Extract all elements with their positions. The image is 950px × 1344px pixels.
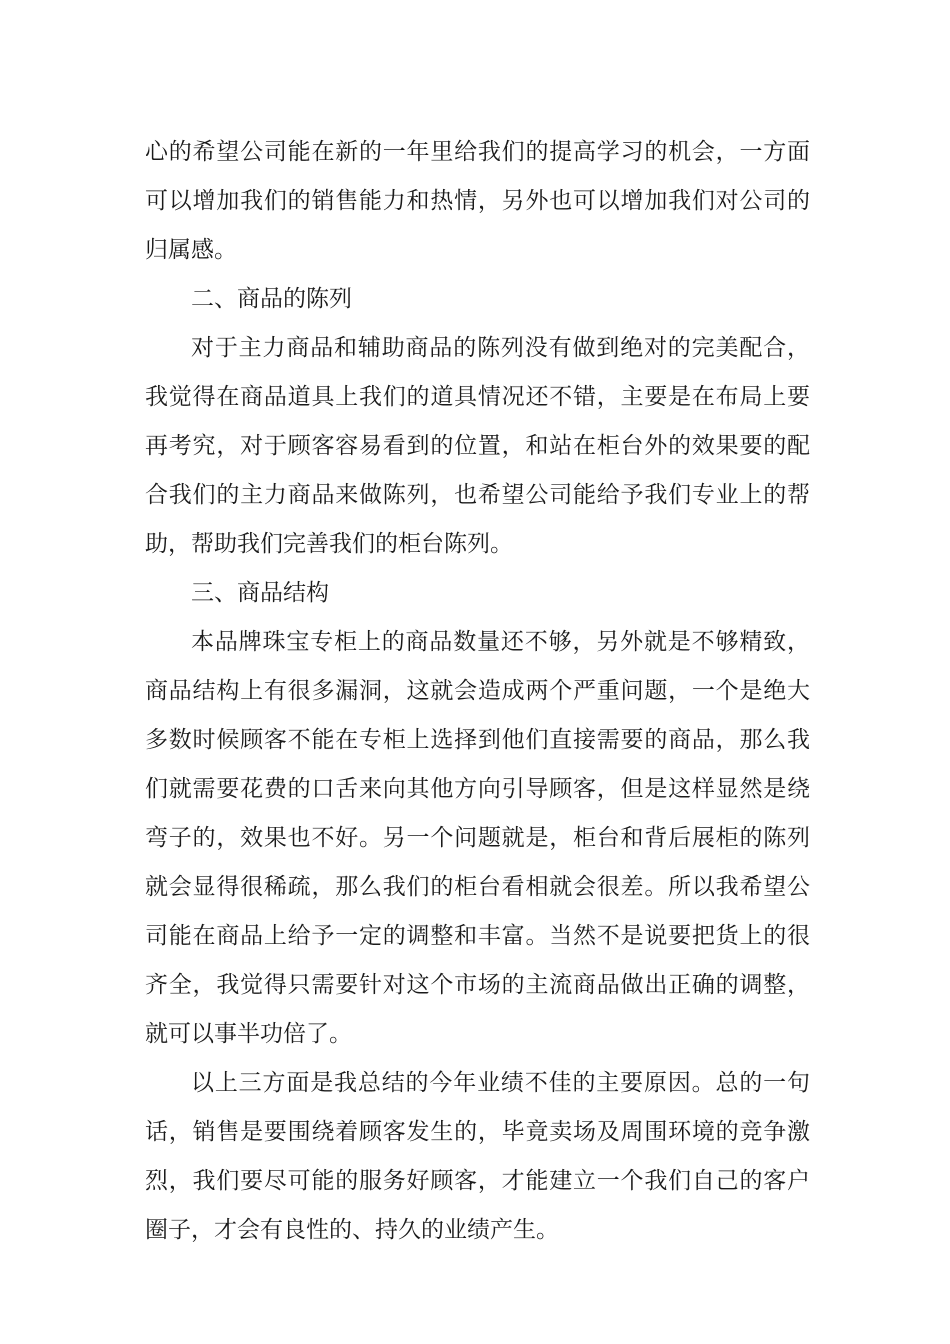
- paragraph-summary: 以上三方面是我总结的今年业绩不佳的主要原因。总的一句话，销售是要围绕着顾客发生的，毕竟卖场及周围环境的竞争激烈，我们要尽可能的服务好顾客，才能建立一个我们自己的客户圈子，才会有良性的、持久的业绩产生。: [145, 1070, 810, 1243]
- heading-product-structure: 三、商品结构: [191, 580, 329, 606]
- paragraph-continuation: 心的希望公司能在新的一年里给我们的提高学习的机会，一方面可以增加我们的销售能力和热情，另外也可以增加我们对公司的归属感。: [145, 139, 810, 263]
- heading-product-display: 二、商品的陈列: [191, 286, 352, 312]
- paragraph-structure: 本品牌珠宝专柜上的商品数量还不够，另外就是不够精致，商品结构上有很多漏洞，这就会造成两个严重问题，一个是绝大多数时候顾客不能在专柜上选择到他们直接需要的商品，那么我们就需要花费的口舌来向其他方向引导顾客，但是这样显然是绕弯子的，效果也不好。另一个问题就是，柜台和背后展柜的陈列就会显得很稀疏，那么我们的柜台看相就会很差。所以我希望公司能在商品上给予一定的调整和丰富。当然不是说要把货上的很齐全，我觉得只需要针对这个市场的主流商品做出正确的调整，就可以事半功倍了。: [145, 629, 810, 1047]
- paragraph-display: 对于主力商品和辅助商品的陈列没有做到绝对的完美配合，我觉得在商品道具上我们的道具情况还不错，主要是在布局上要再考究，对于顾客容易看到的位置，和站在柜台外的效果要的配合我们的主力商品来做陈列，也希望公司能给予我们专业上的帮助，帮助我们完善我们的柜台陈列。: [145, 335, 810, 557]
- document-body: [145, 128, 810, 1255]
